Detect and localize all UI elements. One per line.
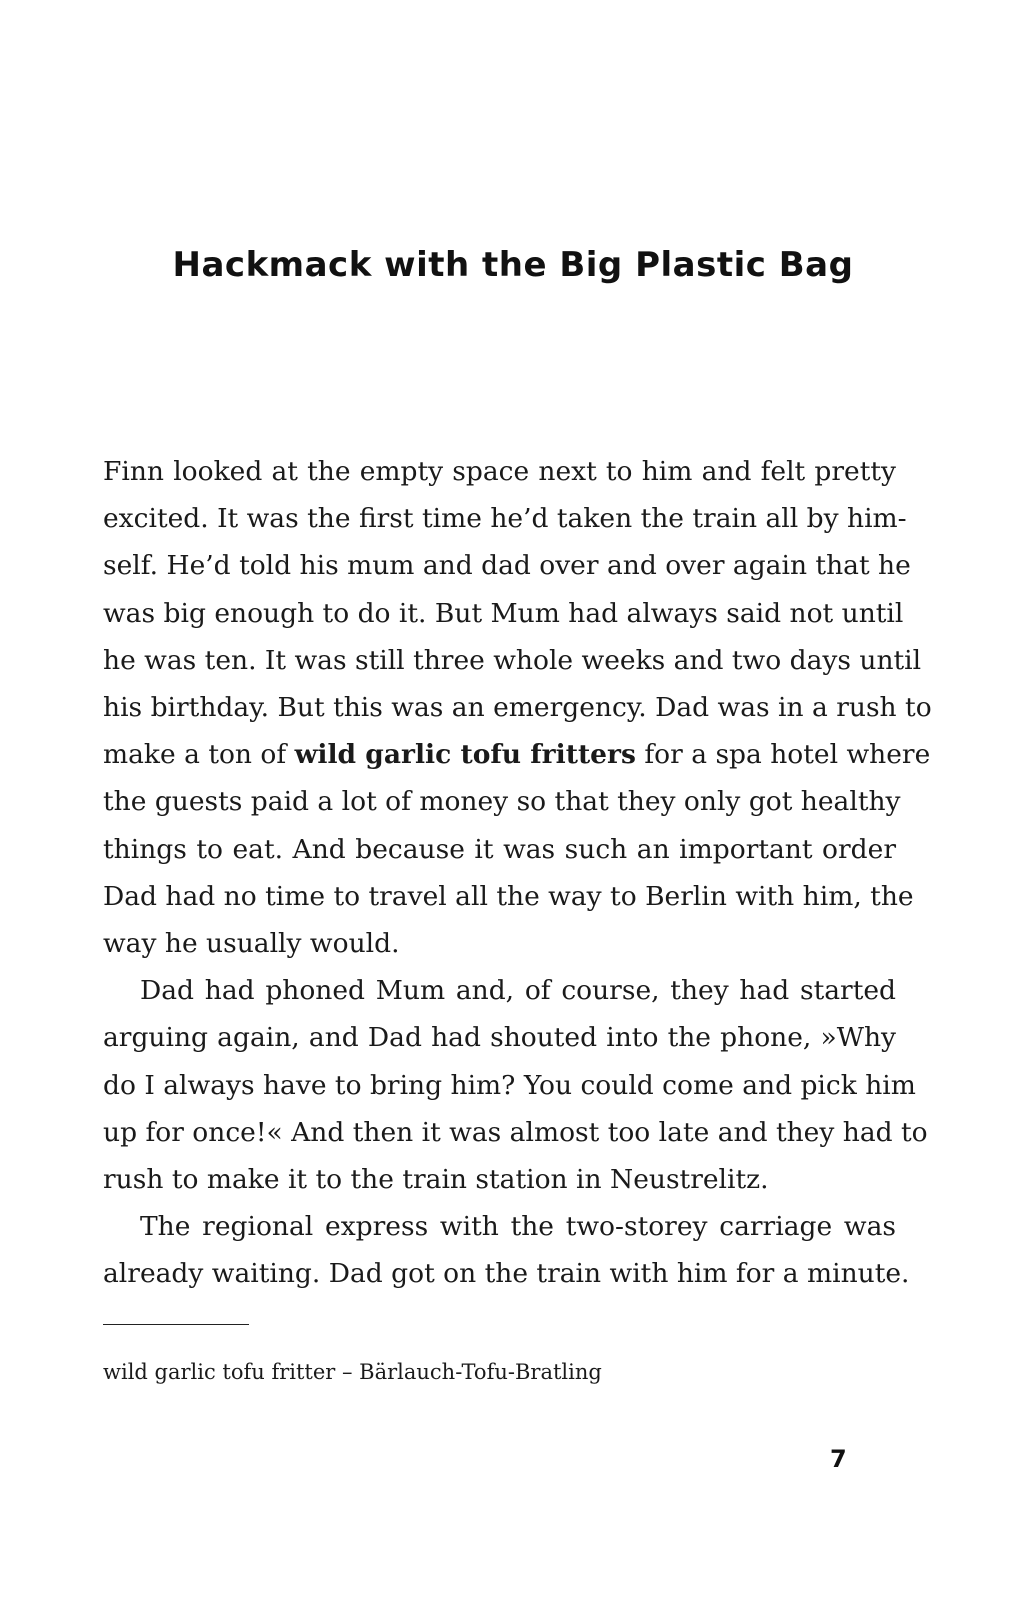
text-line: way he usually would. <box>103 928 400 960</box>
text-line: already waiting. Dad got on the train with him for a minute. <box>103 1258 910 1290</box>
text-line: was big enough to do it. But Mum had always said not until <box>103 597 904 629</box>
text-line: rush to make it to the train station in Neustrelitz. <box>103 1164 769 1196</box>
glossary-term: wild garlic tofu fritters <box>294 739 636 771</box>
text-line: his birthday. But this was an emergency. Dad was in a rush to <box>103 692 932 724</box>
text-line: he was ten. It was still three whole weeks and two days until <box>103 644 922 676</box>
text-line: self. He’d told his mum and dad over and over again that he <box>103 550 911 582</box>
text-line: arguing again, and Dad had shouted into the phone, »Why <box>103 1022 896 1054</box>
footnote-divider <box>103 1324 249 1325</box>
text-line: Finn looked at the empty space next to him and felt pretty <box>103 456 896 487</box>
text-line: excited. It was the first time he’d taken the train all by him- <box>103 503 907 535</box>
text-line: the guests paid a lot of money so that they only got healthy <box>103 786 901 818</box>
text-line: Dad had phoned Mum and, of course, they had started <box>140 975 896 1007</box>
text-line: Dad had no time to travel all the way to Berlin with him, the <box>103 880 914 912</box>
text-line <box>103 731 931 778</box>
text-line: The regional express with the two-storey carriage was <box>140 1211 896 1243</box>
text-line: up for once!« And then it was almost too late and they had to <box>103 1116 928 1148</box>
body-text <box>103 448 932 1298</box>
text-line: do I always have to bring him? You could come and pick him <box>103 1069 916 1101</box>
text-line: things to eat. And because it was such an important order <box>103 833 896 865</box>
chapter-title: Hackmack with the Big Plastic Bag <box>172 245 854 285</box>
page-number: 7 <box>830 1445 847 1473</box>
footnote: wild garlic tofu fritter – Bärlauch-Tofu-Bratling <box>103 1360 602 1384</box>
text-segment: for a spa hotel where <box>635 739 931 771</box>
text-segment: make a ton of <box>103 739 295 771</box>
